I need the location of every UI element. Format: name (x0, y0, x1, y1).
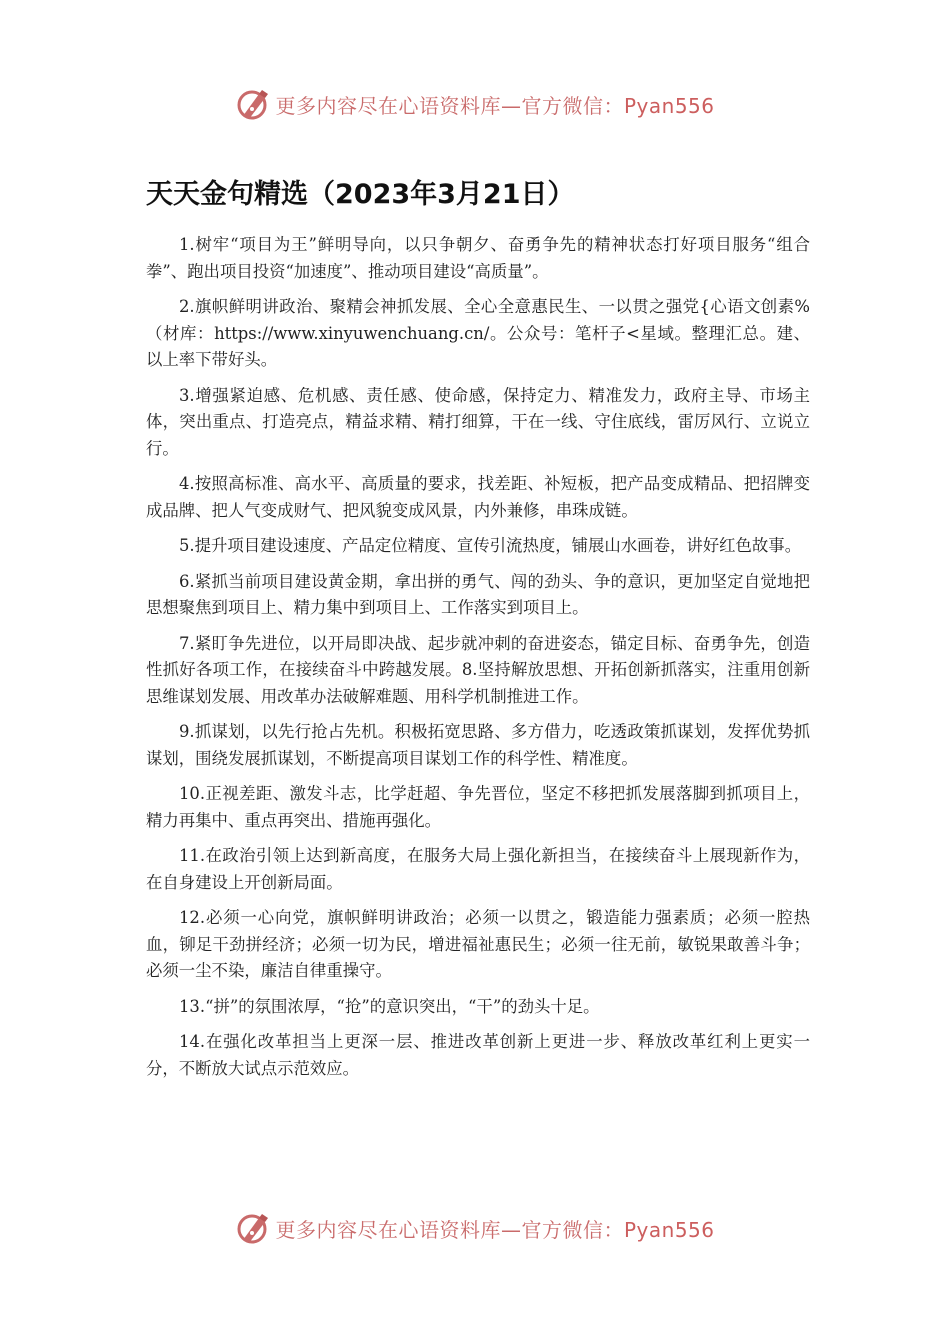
paragraph: 12.必须一心向党，旗帜鲜明讲政治；必须一以贯之，锻造能力强素质；必须一腔热血，铆足干劲拼经济；必须一切为民，增进福祉惠民生；必须一往无前，敏锐果敢善斗争；必须一尘不染，廉洁自律重操守。 (146, 908, 810, 980)
paragraph: 4.按照高标准、高水平、高质量的要求，找差距、补短板，把产品变成精品、把招牌变成品牌、把人气变成财气、把风貌变成风景，内外兼修，串珠成链。 (146, 474, 810, 520)
pen-nib-logo-icon (235, 86, 271, 122)
header-watermark-banner (0, 84, 950, 124)
banner-text (275, 1214, 714, 1243)
paragraph: 14.在强化改革担当上更深一层、推进改革创新上更进一步、释放改革红利上更实一分，不断放大试点示范效应。 (146, 1032, 810, 1078)
paragraph: 3.增强紧迫感、危机感、责任感、使命感，保持定力、精准发力，政府主导、市场主体，突出重点、打造亮点，精益求精、精打细算，干在一线、守住底线，雷厉风行、立说立行。 (146, 385, 810, 458)
paragraph: 10.正视差距、激发斗志，比学赶超、争先晋位，坚定不移把抓发展落脚到抓项目上，精力再集中、重点再突出、措施再强化。 (146, 784, 810, 830)
paragraph: 9.抓谋划，以先行抢占先机。积极拓宽思路、多方借力，吃透政策抓谋划，发挥优势抓谋划，围绕发展抓谋划，不断提高项目谋划工作的科学性、精准度。 (146, 722, 810, 768)
paragraph: 7.紧盯争先进位，以开局即决战、起步就冲刺的奋进姿态，锚定目标、奋勇争先，创造性抓好各项工作，在接续奋斗中跨越发展。8.坚持解放思想、开拓创新抓落实，注重用创新思维谋划发展、用改革办法破解难题、用科学机制推进工作。 (146, 633, 810, 706)
pen-nib-logo-icon (235, 1210, 271, 1246)
paragraph: 11.在政治引领上达到新高度，在服务大局上强化新担当，在接续奋斗上展现新作为，在自身建设上开创新局面。 (146, 846, 810, 892)
paragraph: 5.提升项目建设速度、产品定位精度、宣传引流热度，铺展山水画卷，讲好红色故事。 (179, 536, 802, 555)
paragraph: 1.树牢“项目为王”鲜明导向，以只争朝夕、奋勇争先的精神状态打好项目服务“组合拳”、跑出项目投资“加速度”、推动项目建设“高质量”。 (146, 235, 810, 281)
banner-text (275, 90, 714, 119)
document-body (146, 232, 810, 1091)
paragraph: 6.紧抓当前项目建设黄金期，拿出拼的勇气、闯的劲头、争的意识，更加坚定自觉地把思想聚焦到项目上、精力集中到项目上、工作落实到项目上。 (146, 571, 810, 617)
banner-wechat-id: Pyan556 (623, 93, 715, 118)
banner-wechat-id: Pyan556 (623, 1217, 715, 1242)
page-title: 天天金句精选（2023年3月21日） (146, 179, 575, 210)
banner-label: 更多内容尽在心语资料库—官方微信： (275, 1217, 624, 1242)
footer-watermark-banner (0, 1208, 950, 1248)
paragraph: 2.旗帜鲜明讲政治、聚精会神抓发展、全心全意惠民生、一以贯之强党{心语文创素%（材库：https://www.xinyuwenchuang.cn/。公众号：笔杆子<星域。整理汇总。建、以上率下带好头。 (146, 297, 810, 369)
banner-label: 更多内容尽在心语资料库—官方微信： (275, 93, 624, 118)
paragraph: 13.“拼”的氛围浓厚，“抢”的意识突出，“干”的劲头十足。 (179, 996, 600, 1016)
